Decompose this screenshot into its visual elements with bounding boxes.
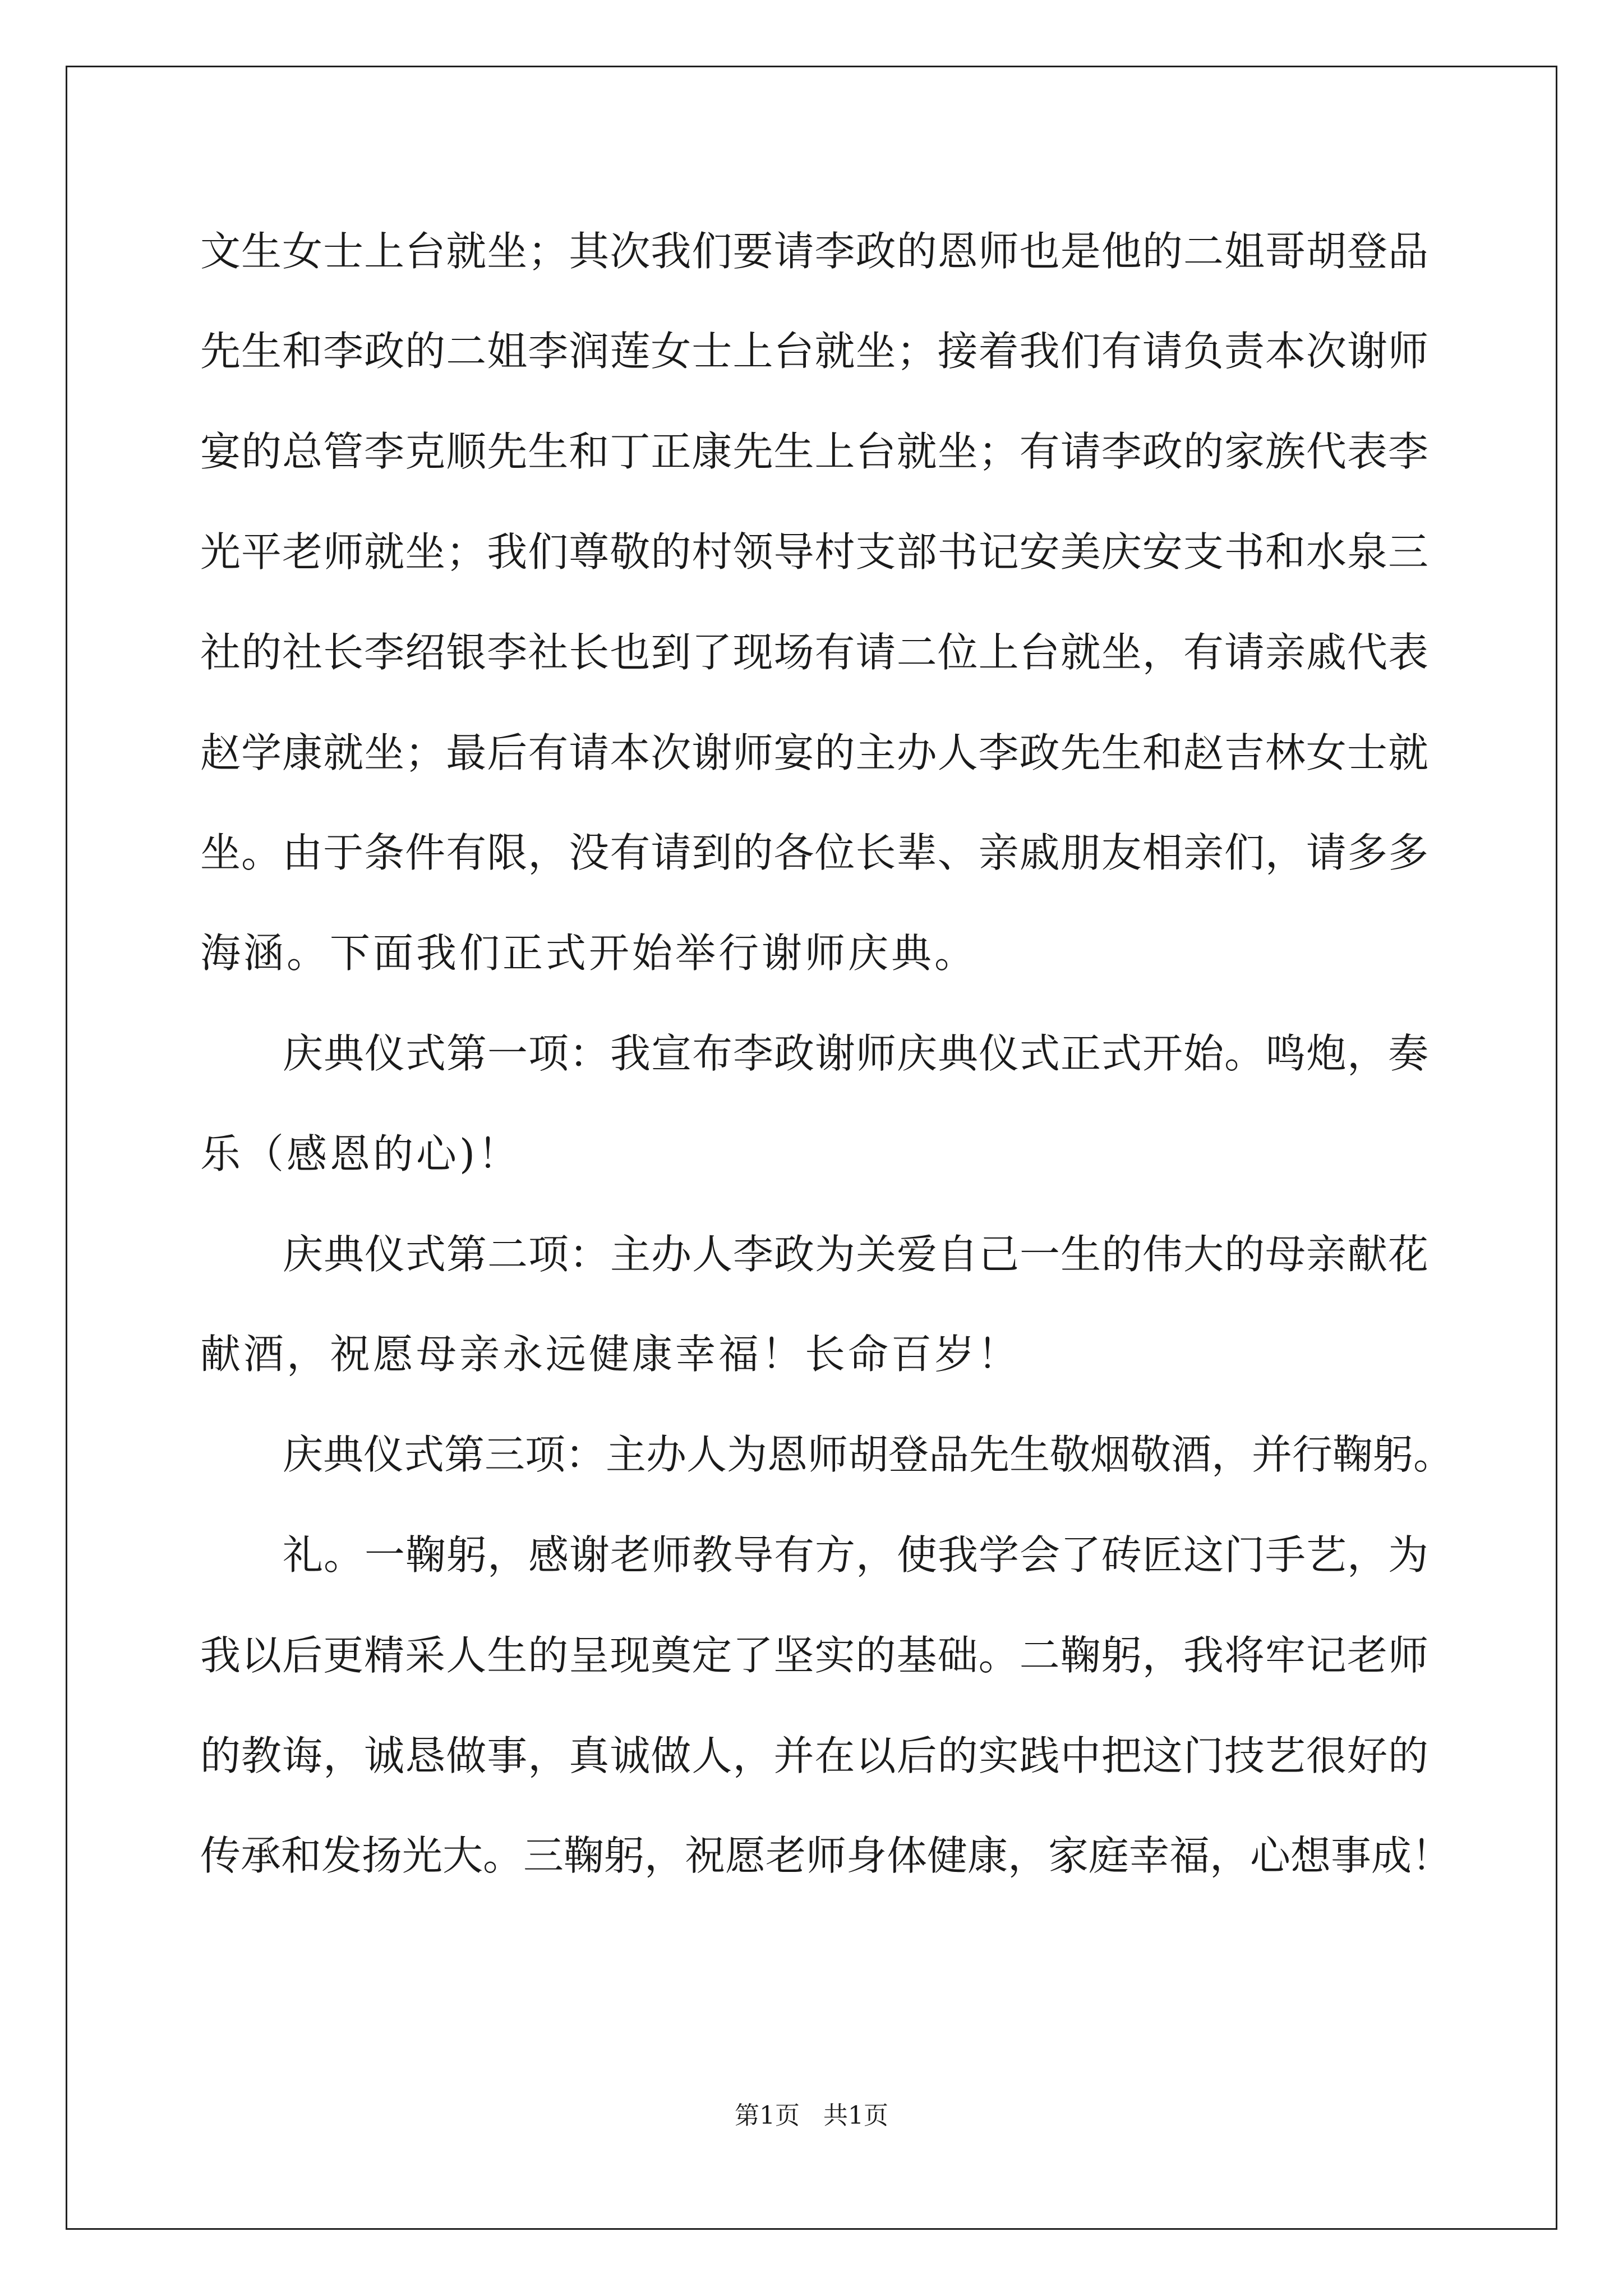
body-text-line: 宴的总管李克顺先生和丁正康先生上台就坐；有请李政的家族代表李 bbox=[200, 428, 1428, 475]
body-text-line: 海涵。下面我们正式开始举行谢师庆典。 bbox=[200, 930, 978, 977]
paragraph-first-line: 庆典仪式第一项：我宣布李政谢师庆典仪式正式开始。鸣炮，奏 bbox=[283, 1030, 1428, 1077]
body-text-line: 先生和李政的二姐李润莲女士上台就坐；接着我们有请负责本次谢师 bbox=[200, 328, 1428, 375]
page-number-footer: 第1页 共1页 bbox=[735, 2101, 888, 2130]
body-text-line: 乐（感恩的心)！ bbox=[200, 1130, 522, 1177]
body-text-line: 献酒，祝愿母亲永远健康幸福！长命百岁！ bbox=[200, 1331, 1021, 1378]
body-text-line: 社的社长李绍银李社长也到了现场有请二位上台就坐，有请亲戚代表 bbox=[200, 629, 1428, 676]
body-text-line: 传承和发扬光大。三鞠躬，祝愿老师身体健康，家庭幸福，心想事成！ bbox=[200, 1832, 1453, 1879]
paragraph-first-line: 庆典仪式第二项：主办人李政为关爱自己一生的伟大的母亲献花 bbox=[283, 1231, 1428, 1278]
body-text-line: 光平老师就坐；我们尊敬的村领导村支部书记安美庆安支书和水泉三 bbox=[200, 528, 1428, 576]
paragraph-first-line: 礼。一鞠躬，感谢老师教导有方，使我学会了砖匠这门手艺，为 bbox=[283, 1531, 1428, 1579]
body-text-line: 文生女士上台就坐；其次我们要请李政的恩师也是他的二姐哥胡登品 bbox=[200, 228, 1428, 275]
body-text-line: 我以后更精采人生的呈现奠定了坚实的基础。二鞠躬，我将牢记老师 bbox=[200, 1632, 1428, 1679]
body-text-line: 的教诲，诚恳做事，真诚做人，并在以后的实践中把这门技艺很好的 bbox=[200, 1732, 1428, 1779]
body-text-line: 赵学康就坐；最后有请本次谢师宴的主办人李政先生和赵吉林女士就 bbox=[200, 729, 1428, 776]
paragraph-first-line: 庆典仪式第三项：主办人为恩师胡登品先生敬烟敬酒，并行鞠躬。 bbox=[283, 1431, 1454, 1478]
body-text-line: 坐。由于条件有限，没有请到的各位长辈、亲戚朋友相亲们，请多多 bbox=[200, 829, 1428, 876]
